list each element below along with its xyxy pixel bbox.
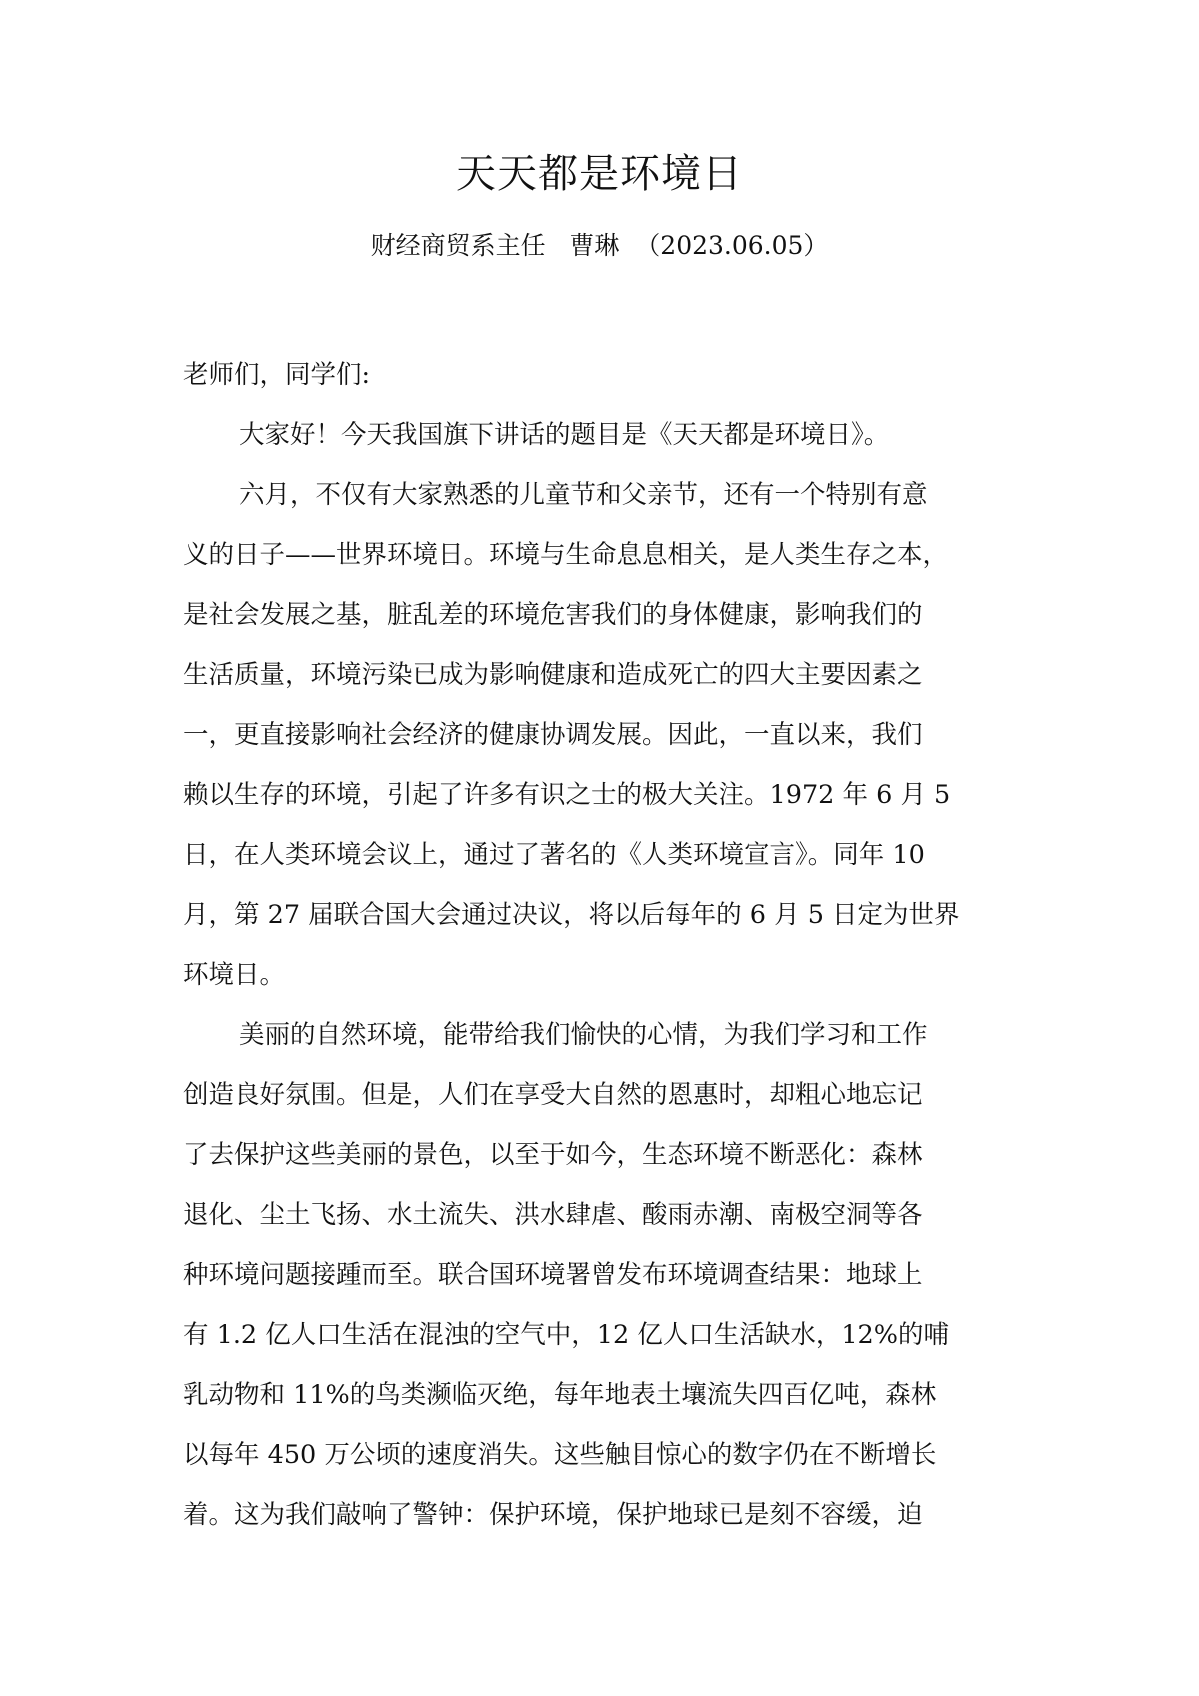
document-body bbox=[183, 345, 1023, 1545]
paragraph-line: 生活质量，环境污染已成为影响健康和造成死亡的四大主要因素之 bbox=[183, 660, 923, 690]
paragraph-line: 着。这为我们敲响了警钟：保护环境，保护地球已是刻不容缓，迫 bbox=[183, 1500, 923, 1530]
paragraph-line: 是社会发展之基，脏乱差的环境危害我们的身体健康，影响我们的 bbox=[183, 600, 923, 630]
paragraph-line: 大家好！今天我国旗下讲话的题目是《天天都是环境日》。 bbox=[239, 420, 890, 450]
paragraph-line: 六月，不仅有大家熟悉的儿童节和父亲节，还有一个特别有意 bbox=[239, 480, 928, 510]
paragraph-line: 种环境问题接踵而至。联合国环境署曾发布环境调查结果：地球上 bbox=[183, 1260, 923, 1290]
paragraph-line: 退化、尘土飞扬、水土流失、洪水肆虐、酸雨赤潮、南极空洞等各 bbox=[183, 1200, 923, 1230]
paragraph-line: 义的日子——世界环境日。环境与生命息息相关，是人类生存之本， bbox=[183, 540, 949, 570]
paragraph-line: 赖以生存的环境，引起了许多有识之士的极大关注。1972 年 6 月 5 bbox=[183, 780, 951, 810]
salutation-line: 老师们，同学们: bbox=[183, 360, 371, 390]
paragraph-line: 了去保护这些美丽的景色，以至于如今，生态环境不断恶化：森林 bbox=[183, 1140, 923, 1170]
paragraph-line: 创造良好氛围。但是，人们在享受大自然的恩惠时，却粗心地忘记 bbox=[183, 1080, 923, 1110]
paragraph-line: 以每年 450 万公顷的速度消失。这些触目惊心的数字仍在不断增长 bbox=[183, 1440, 937, 1470]
paragraph-line: 环境日。 bbox=[183, 960, 286, 990]
paragraph-line: 有 1.2 亿人口生活在混浊的空气中，12 亿人口生活缺水，12%的哺 bbox=[183, 1320, 949, 1350]
paragraph-line: 日，在人类环境会议上，通过了著名的《人类环境宣言》。同年 10 bbox=[183, 840, 925, 870]
paragraph-line: 乳动物和 11%的鸟类濒临灭绝，每年地表土壤流失四百亿吨，森林 bbox=[183, 1380, 937, 1410]
paragraph-line: 一，更直接影响社会经济的健康协调发展。因此，一直以来，我们 bbox=[183, 720, 923, 750]
document-title: 天天都是环境日 bbox=[456, 151, 743, 197]
document-byline: 财经商贸系主任 曹琳 （2023.06.05） bbox=[370, 231, 829, 260]
paragraph-line: 月，第 27 届联合国大会通过决议，将以后每年的 6 月 5 日定为世界 bbox=[183, 900, 960, 930]
paragraph-line: 美丽的自然环境，能带给我们愉快的心情，为我们学习和工作 bbox=[239, 1020, 928, 1050]
